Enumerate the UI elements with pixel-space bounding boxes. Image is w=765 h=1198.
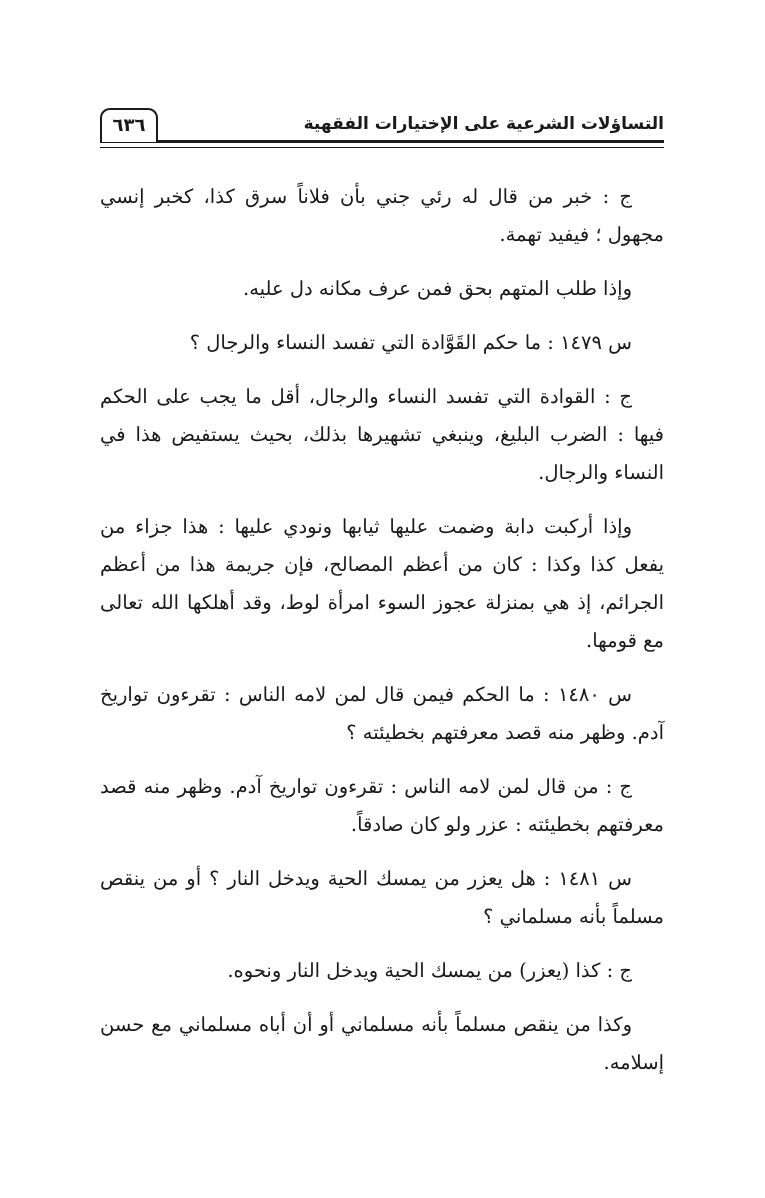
answer-paragraph: ج : خبر من قال له رئي جني بأن فلاناً سرق كذا، كخبر إنسي مجهول ؛ فيفيد تهمة. xyxy=(100,185,664,246)
question-paragraph: س ١٤٨٠ : ما الحكم فيمن قال لمن لامه الناس : تقرءون تواريخ آدم. وظهر منه قصد معرفتهم بخطيئته ؟ xyxy=(100,683,664,744)
page-header xyxy=(100,100,664,155)
answer-paragraph: ج : من قال لمن لامه الناس : تقرءون تواريخ آدم. وظهر منه قصد معرفتهم بخطيئته : عزر ولو كان صادقاً. xyxy=(100,775,664,836)
answer-paragraph: ج : كذا (يعزر) من يمسك الحية ويدخل النار ونحوه. xyxy=(227,959,632,982)
answer-paragraph: ج : القوادة التي تفسد النساء والرجال، أقل ما يجب على الحكم فيها : الضرب البليغ، وينبغي تشهيرها بذلك، بحيث يستفيض هذا في النساء والرجال. xyxy=(100,385,664,484)
header-rule-thin xyxy=(100,147,664,148)
header-rule-thick xyxy=(100,140,664,143)
question-paragraph: س ١٤٧٩ : ما حكم القَوَّادة التي تفسد النساء والرجال ؟ xyxy=(189,331,632,354)
page-number: ٦٣٦ xyxy=(100,108,158,142)
body-paragraph: وإذا أركبت دابة وضمت عليها ثيابها ونودي عليها : هذا جزاء من يفعل كذا وكذا : كان من أعظم المصالح، فإن جريمة هذا من أعظم الجرائم، إذ هي بمنزلة عجوز السوء امرأة لوط، وقد أهلكها الله تعالى مع قومها. xyxy=(100,515,664,652)
body-paragraph: وكذا من ينقص مسلماً بأنه مسلماني أو أن أباه مسلماني مع حسن إسلامه. xyxy=(100,1013,664,1074)
question-paragraph: س ١٤٨١ : هل يعزر من يمسك الحية ويدخل النار ؟ أو من ينقص مسلماً بأنه مسلماني ؟ xyxy=(100,867,664,928)
running-title: التساؤلات الشرعية على الإختيارات الفقهية xyxy=(303,114,664,134)
body-paragraph: وإذا طلب المتهم بحق فمن عرف مكانه دل عليه. xyxy=(243,277,632,300)
page-body xyxy=(100,178,664,1098)
